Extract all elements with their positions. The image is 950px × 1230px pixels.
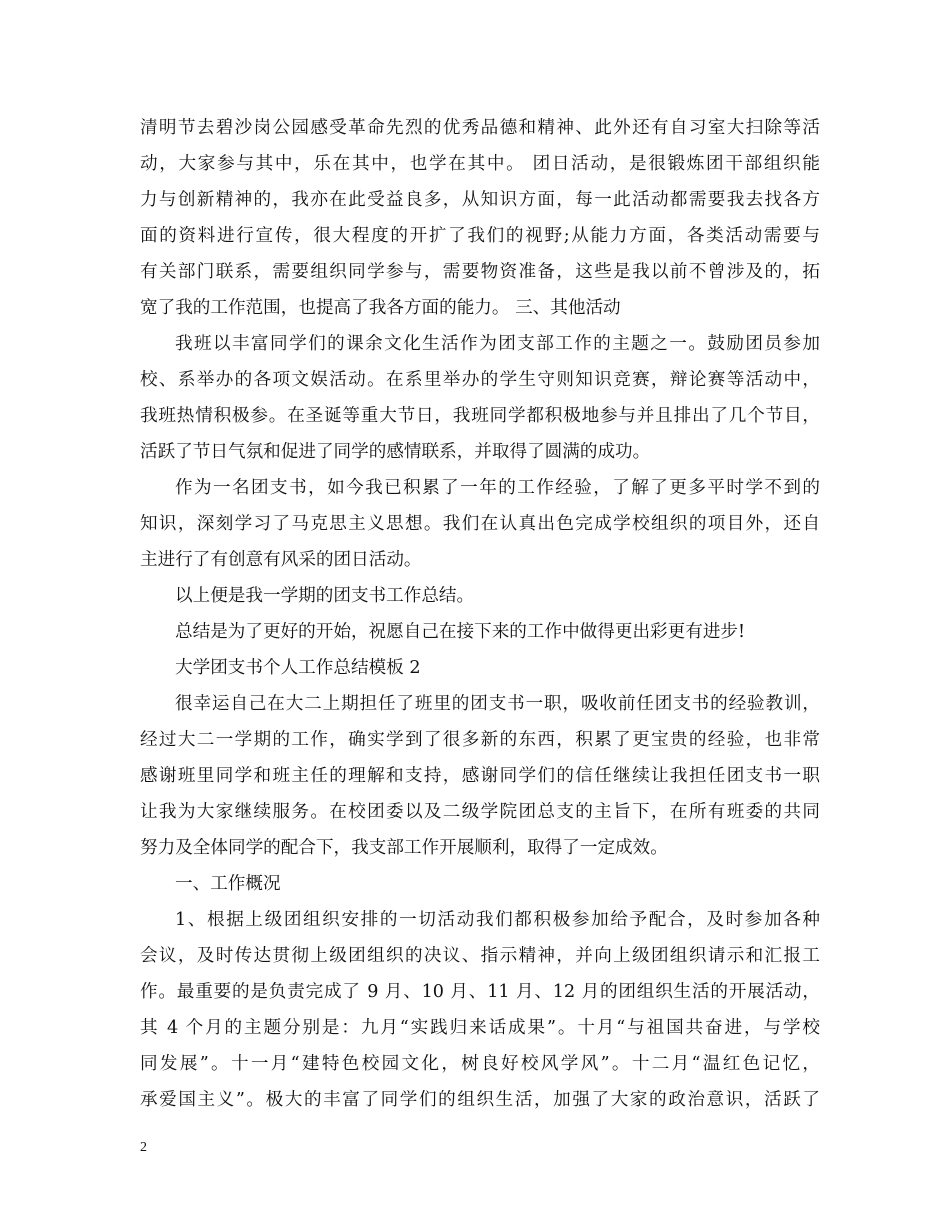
text-line: 1、根据上级团组织安排的一切活动我们都积极参加给予配合，及时参加各种 — [175, 910, 820, 930]
text-line: 知识，深刻学习了马克思主义思想。我们在认真出色完成学校组织的项目外，还自 — [140, 514, 820, 534]
text-line: 其 4 个月的主题分别是：九月“实践归来话成果”。十月“与祖国共奋进，与学校 — [140, 1018, 820, 1038]
text-line: 有关部门联系，需要组织同学参与，需要物资准备，这些是我以前不曾涉及的，拓 — [140, 262, 820, 282]
text-line: 同发展”。十一月“建特色校园文化，树良好校风学风”。十二月“温红色记忆， — [140, 1054, 820, 1074]
text-line: 作。最重要的是负责完成了 9 月、10 月、11 月、12 月的团组织生活的开展活动， — [140, 982, 820, 1002]
text-line: 作为一名团支书，如今我已积累了一年的工作经验，了解了更多平时学不到的 — [175, 478, 820, 498]
text-line: 力与创新精神的，我亦在此受益良多，从知识方面，每一此活动都需要我去找各方 — [140, 190, 820, 210]
text-line: 宽了我的工作范围，也提高了我各方面的能力。 三、其他活动 — [140, 298, 621, 318]
text-line: 承爱国主义”。极大的丰富了同学们的组织生活，加强了大家的政治意识，活跃了 — [140, 1090, 820, 1110]
text-line: 经过大二一学期的工作，确实学到了很多新的东西，积累了更宝贵的经验，也非常 — [140, 730, 820, 750]
text-line: 会议，及时传达贯彻上级团组织的决议、指示精神，并向上级团组织请示和汇报工 — [140, 946, 820, 966]
text-line: 努力及全体同学的配合下，我支部工作开展顺利，取得了一定成效。 — [140, 838, 668, 858]
text-line: 总结是为了更好的开始，祝愿自己在接下来的工作中做得更出彩更有进步! — [175, 622, 746, 642]
text-line: 主进行了有创意有风采的团日活动。 — [140, 550, 422, 570]
page-number: 2 — [140, 1140, 147, 1155]
text-line: 大学团支书个人工作总结模板 2 — [175, 658, 421, 678]
text-line: 以上便是我一学期的团支书工作总结。 — [175, 586, 475, 606]
text-line: 很幸运自己在大二上期担任了班里的团支书一职，吸收前任团支书的经验教训， — [175, 694, 820, 714]
text-line: 让我为大家继续服务。在校团委以及二级学院团总支的主旨下，在所有班委的共同 — [140, 802, 820, 822]
text-line: 清明节去碧沙岗公园感受革命先烈的优秀品德和精神、此外还有自习室大扫除等活 — [140, 118, 820, 138]
text-line: 动，大家参与其中，乐在其中，也学在其中。 团日活动，是很锻炼团干部组织能 — [140, 154, 820, 174]
text-line: 校、系举办的各项文娱活动。在系里举办的学生守则知识竞赛，辩论赛等活动中， — [140, 370, 820, 390]
text-line: 感谢班里同学和班主任的理解和支持，感谢同学们的信任继续让我担任团支书一职 — [140, 766, 820, 786]
text-line: 我班热情积极参。在圣诞等重大节日，我班同学都积极地参与并且排出了几个节目， — [140, 406, 820, 426]
text-line: 面的资料进行宣传，很大程度的开扩了我们的视野;从能力方面，各类活动需要与 — [140, 226, 820, 246]
document-body — [140, 110, 820, 1118]
text-line: 活跃了节日气氛和促进了同学的感情联系，并取得了圆满的成功。 — [140, 442, 651, 462]
text-line: 一、工作概况 — [175, 874, 281, 894]
text-line: 我班以丰富同学们的课余文化生活作为团支部工作的主题之一。鼓励团员参加 — [175, 334, 820, 354]
